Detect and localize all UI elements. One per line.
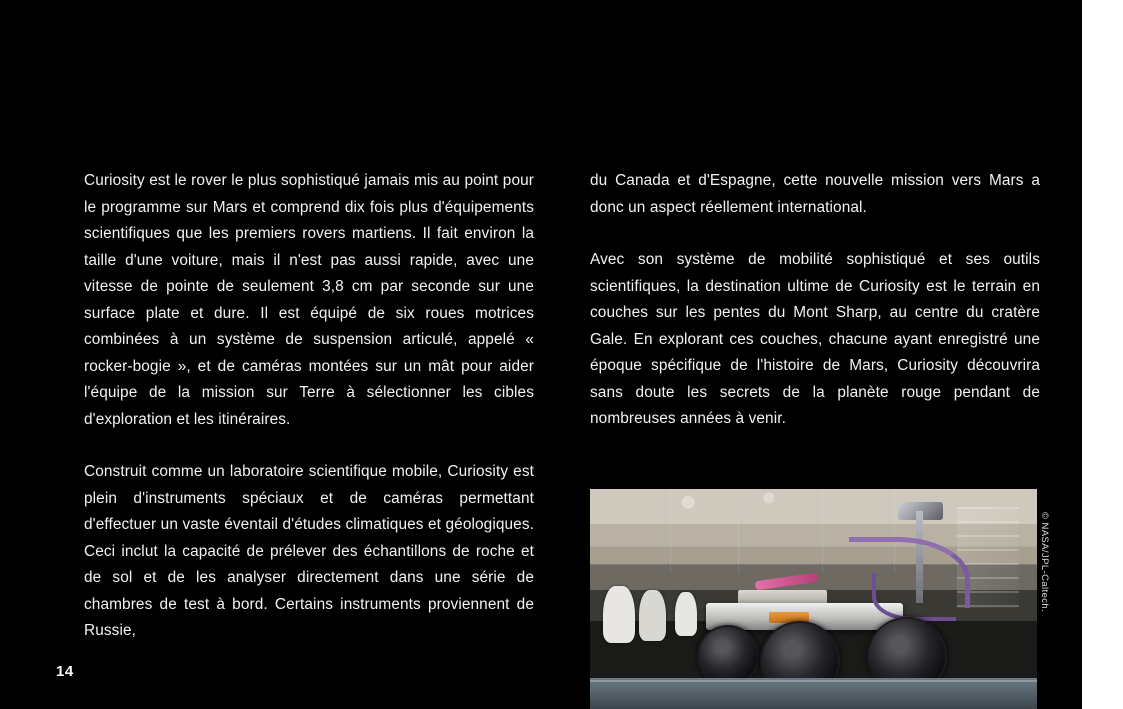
rover-robotic-arm-lower xyxy=(872,573,956,621)
rover-photo xyxy=(590,489,1037,709)
wall-seam xyxy=(822,489,823,573)
floor xyxy=(590,678,1037,709)
photo-credit: © NASA/JPL-Caltech. xyxy=(1039,512,1050,613)
technician xyxy=(675,592,697,636)
wall-seam xyxy=(670,489,671,573)
floor-line xyxy=(590,680,1037,682)
photo-scene xyxy=(590,489,1037,709)
technician xyxy=(603,586,634,643)
paragraph: du Canada et d'Espagne, cette nouvelle mission vers Mars a donc un aspect réellement international. xyxy=(590,172,1040,216)
paragraph: Curiosity est le rover le plus sophistiqué jamais mis au point pour le programme sur Mars et comprend dix fois plus d'équipements scientifiques que les premiers rovers martiens. Il fait environ la taille d'une voiture, mais il n'est pas aussi rapide, avec une vitesse de pointe de seulement 3,8 cm par seconde sur une surface plate et dure. Il est équipé de six roues motrices combinées à un système de suspension articulé, appelé « rocker-bogie », et de caméras montées sur un mât pour aider l'équipe de la mission sur Terre à sélectionner les cibles d'exploration et les itinéraires. xyxy=(84,172,534,428)
technician xyxy=(639,590,666,641)
paragraph: Avec son système de mobilité sophistiqué et ses outils scientifiques, la destination ultime de Curiosity est le terrain en couches sur les pentes du Mont Sharp, au centre du cratère Gale. En explorant ces couches, chacune ayant enregistré une époque spécifique de l'histoire de Mars, Curiosity découvrira sans doute les secrets de la planète rouge pendant de nombreuses années à venir. xyxy=(590,251,1040,427)
pink-cable xyxy=(755,573,818,590)
text-column-left xyxy=(84,168,534,645)
page-number: 14 xyxy=(56,663,74,680)
wall-seam xyxy=(738,489,739,573)
page-gutter xyxy=(1082,0,1123,709)
text-column-right xyxy=(590,168,1040,433)
paragraph: Construit comme un laboratoire scientifique mobile, Curiosity est plein d'instruments spéciaux et de caméras permettant d'effectuer un vaste éventail d'études climatiques et géologiques. Ceci inclut la capacité de prélever des échantillons de roche et de sol et de les analyser directement dans une série de chambres de test à bord. Certains instruments proviennent de Russie, xyxy=(84,463,534,639)
